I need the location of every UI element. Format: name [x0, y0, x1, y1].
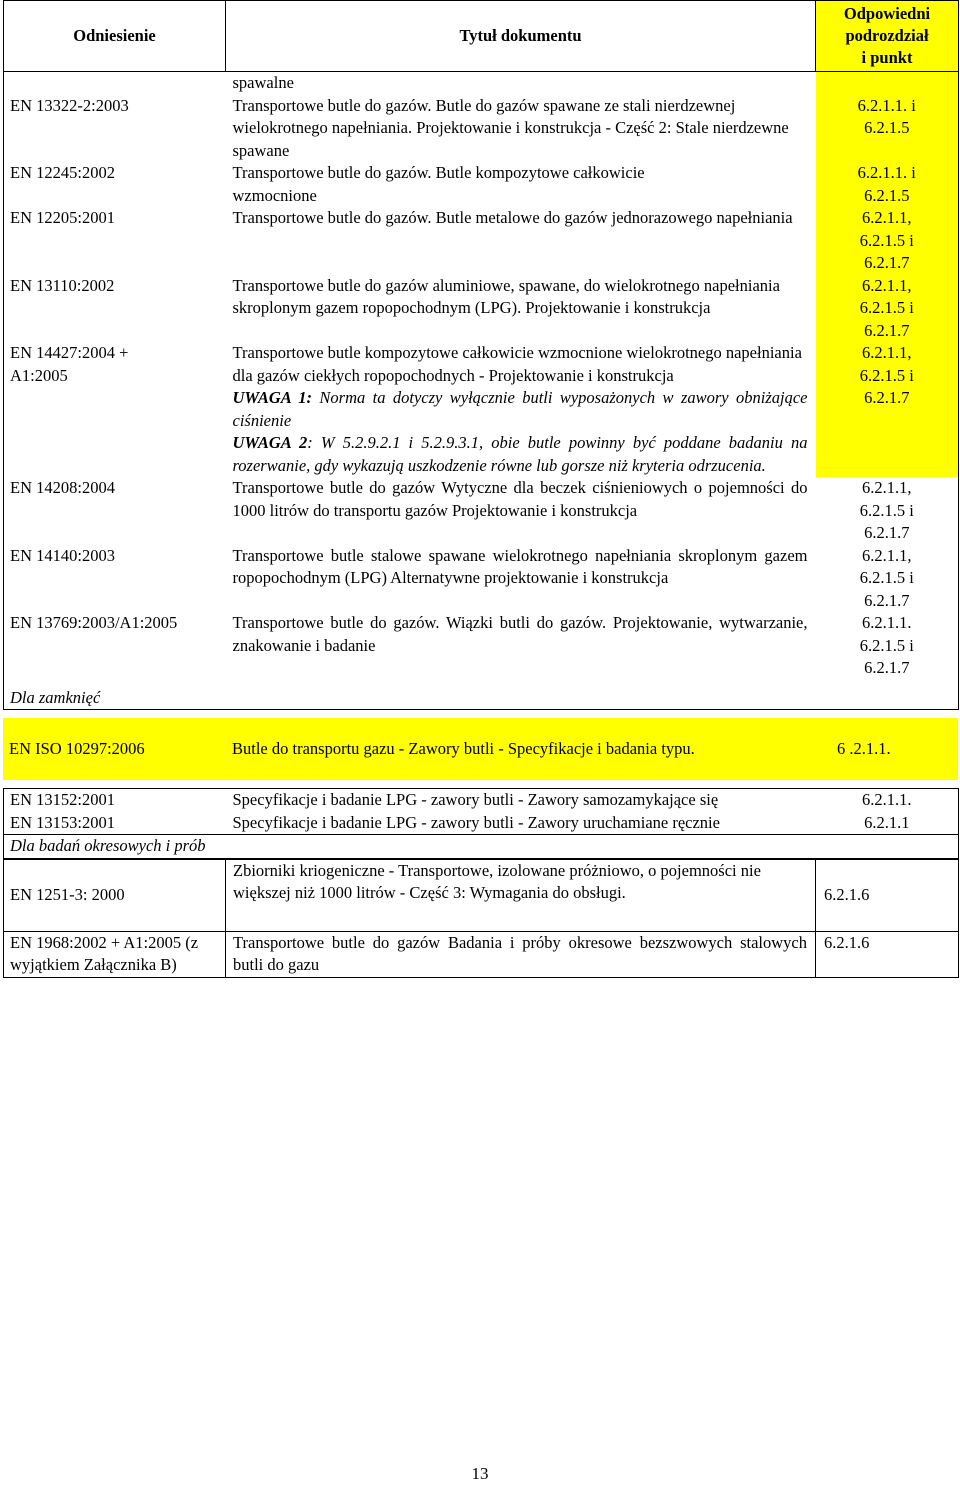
row-section: 6.2.1.6	[816, 931, 959, 977]
row-section: 6.2.1.1. i 6.2.1.5	[816, 95, 959, 163]
row-reference: EN 14140:2003	[10, 545, 115, 565]
row-section: 6.2.1.1, 6.2.1.5 i 6.2.1.7	[816, 275, 959, 343]
table-row	[4, 95, 959, 163]
page-number: 13	[471, 1464, 489, 1483]
table-row	[4, 612, 959, 680]
table-row	[4, 477, 959, 545]
table-row	[4, 931, 959, 977]
table-row	[4, 545, 959, 613]
row-title: Specyfikacje i badanie LPG - zawory butli - Zawory samozamykające się	[232, 790, 719, 809]
row-section: 6.2.1.1, 6.2.1.5 i 6.2.1.7	[816, 342, 959, 477]
row-title: Transportowe butle do gazów. Butle kompozytowe całkowicie wzmocnione	[232, 163, 645, 205]
row-reference: EN ISO 10297:2006	[3, 718, 225, 780]
row-reference: EN 12205:2001	[10, 208, 115, 227]
section-heading-row	[4, 680, 959, 710]
row-reference: EN 13153:2001	[10, 812, 115, 832]
table-row	[4, 789, 959, 812]
row-reference: EN 1251-3: 2000	[4, 859, 226, 931]
iso-table	[3, 718, 958, 780]
row-reference	[4, 72, 226, 95]
table-row	[4, 72, 959, 95]
document-page	[3, 0, 958, 978]
table-row	[4, 275, 959, 343]
row-reference: EN 13110:2002	[10, 275, 115, 295]
iso-row	[3, 718, 958, 780]
row-section	[816, 72, 959, 95]
row-title: Transportowe butle stalowe spawane wielokrotnego napełniania skroplonym gazem ropopochodnym (LPG) Alternatywne projektowanie i konstrukcja	[232, 545, 808, 587]
row-title: Transportowe butle do gazów. Butle metalowe do gazów jednorazowego napełniania	[232, 208, 793, 227]
row-reference: EN 1968:2002 + A1:2005 (z wyjątkiem Załącznika B)	[4, 931, 226, 977]
row-reference: EN 14208:2004	[10, 478, 115, 497]
row-section: 6 .2.1.1.	[815, 718, 958, 780]
row-reference: EN 13322-2:2003	[10, 95, 129, 115]
row-section: 6.2.1.1, 6.2.1.5 i 6.2.1.7	[859, 545, 914, 610]
standards-table	[3, 0, 959, 710]
section-heading-row	[4, 835, 959, 859]
row-title	[226, 342, 816, 477]
header-reference: Odniesienie	[4, 1, 226, 72]
row-section: 6.2.1.1. 6.2.1.5 i 6.2.1.7	[859, 613, 914, 677]
row-title: Butle do transportu gazu - Zawory butli - Specyfikacje i badania typu.	[225, 718, 815, 780]
row-section: 6.2.1.1. i 6.2.1.5	[816, 162, 959, 207]
header-title: Tytuł dokumentu	[226, 1, 816, 72]
row-title: spawalne	[232, 73, 294, 92]
closures-heading: Dla zamknięć	[10, 687, 101, 707]
table-row	[4, 342, 959, 477]
row-reference: EN 13152:2001	[10, 790, 115, 809]
row-section: 6.2.1.1	[864, 812, 910, 832]
table-row	[4, 207, 959, 275]
table-row	[4, 162, 959, 207]
row-section: 6.2.1.1.	[862, 790, 912, 809]
row-section: 6.2.1.1, 6.2.1.5 i 6.2.1.7	[816, 207, 959, 275]
periodic-table	[3, 859, 959, 978]
row-reference: EN 14427:2004 + A1:2005	[10, 343, 129, 385]
header-section: Odpowiedni podrozdział i punkt	[816, 1, 959, 72]
row-title: Transportowe butle do gazów Wytyczne dla beczek ciśnieniowych o pojemności do 1000 litrów do transportu gazów Projektowanie i konstrukcja	[232, 478, 808, 520]
row-title: Transportowe butle do gazów. Wiązki butli do gazów. Projektowanie, wytwarzanie, znakowanie i badanie	[232, 613, 808, 655]
row-title: Transportowe butle do gazów aluminiowe, spawane, do wielokrotnego napełniania skroplonym gazem ropopochodnym (LPG). Projektowanie i konstrukcja	[232, 275, 780, 317]
row-section: 6.2.1.1, 6.2.1.5 i 6.2.1.7	[859, 478, 914, 542]
row-title: Transportowe butle do gazów. Butle do gazów spawane ze stali nierdzewnej wielokrotnego napełniania. Projektowanie i konstrukcja - Część 2: Stale nierdzewne spawane	[232, 95, 789, 160]
table-header	[4, 1, 959, 72]
valves-table	[3, 788, 959, 859]
note-1: UWAGA 1: Norma ta dotyczy wyłącznie butli wyposażonych w zawory obniżające ciśnienie	[232, 388, 808, 430]
row-title: Transportowe butle do gazów Badania i próby okresowe bezszwowych stalowych butli do gazu	[226, 931, 816, 977]
row-title: Specyfikacje i badanie LPG - zawory butli - Zawory uruchamiane ręcznie	[232, 812, 720, 832]
table-row	[4, 812, 959, 835]
row-reference: EN 12245:2002	[10, 163, 115, 182]
row-title: Zbiorniki kriogeniczne - Transportowe, izolowane próżniowo, o pojemności nie większej niż 1000 litrów - Część 3: Wymagania do obsługi.	[226, 859, 816, 931]
table-row	[4, 859, 959, 931]
row-reference: EN 13769:2003/A1:2005	[10, 613, 178, 632]
periodic-heading: Dla badań okresowych i prób	[4, 835, 959, 859]
row-section: 6.2.1.6	[816, 859, 959, 931]
note-2: UWAGA 2: W 5.2.9.2.1 i 5.2.9.3.1, obie butle powinny być poddane badaniu na rozerwanie, gdy wykazują uszkodzenie równe lub gorsze niż kryteria odrzucenia.	[232, 433, 808, 475]
row-title-main: Transportowe butle kompozytowe całkowicie wzmocnione wielokrotnego napełniania dla gazów ciekłych ropopochodnych - Projektowanie i konstrukcja	[232, 343, 802, 385]
